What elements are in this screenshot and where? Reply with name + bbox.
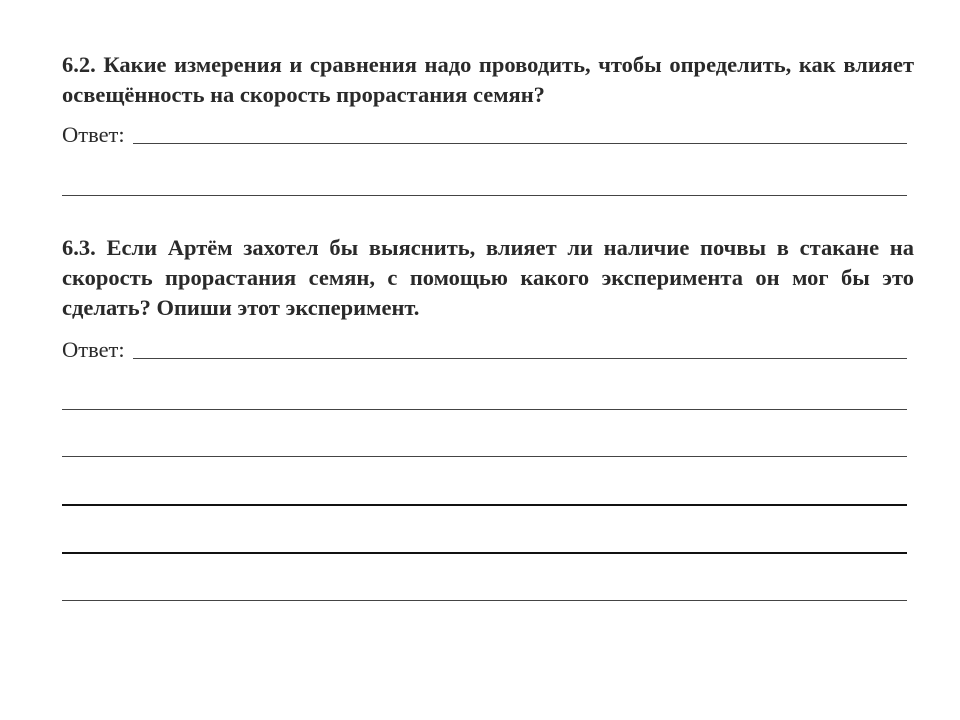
- answer-row-6-2: [62, 123, 907, 147]
- answer-row-6-3: [62, 338, 907, 362]
- answer-line: [133, 358, 907, 359]
- answer-line: [62, 552, 907, 554]
- answer-line: [62, 504, 907, 506]
- answer-label: Ответ:: [62, 122, 125, 147]
- answer-line: [62, 409, 907, 410]
- question-6-3: 6.3. Если Артём захотел бы выяснить, влияет ли наличие почвы в стакане на скорость прорастания семян, с помощью какого эксперимента он мог бы это сделать? Опиши этот эксперимент.: [62, 235, 914, 320]
- question-6-2: 6.2. Какие измерения и сравнения надо проводить, чтобы определить, как влияет освещённость на скорость прорастания семян?: [62, 52, 914, 107]
- answer-label: Ответ:: [62, 337, 125, 362]
- answer-line: [62, 456, 907, 457]
- answer-line: [62, 600, 907, 601]
- answer-line: [133, 143, 907, 144]
- answer-line: [62, 195, 907, 196]
